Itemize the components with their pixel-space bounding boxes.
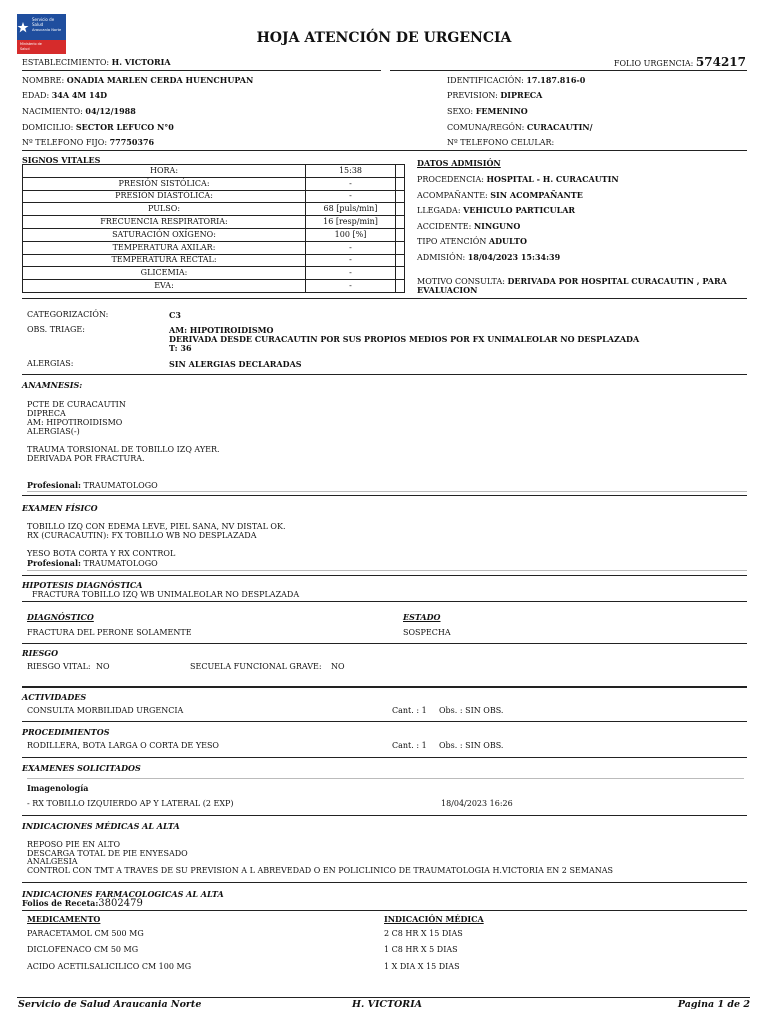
anamnesis-line-2: DIPRECA bbox=[27, 409, 66, 418]
actividades-heading: ACTIVIDADES bbox=[22, 692, 87, 702]
vitals-value: 100 [%] bbox=[306, 228, 396, 241]
indicaciones-line-3: ANALGESIA bbox=[27, 857, 78, 866]
vitals-row bbox=[23, 228, 405, 241]
indicacion-medica-heading: INDICACIÓN MÉDICA bbox=[384, 914, 484, 924]
vitals-row bbox=[23, 241, 405, 254]
vitals-extra bbox=[396, 165, 405, 178]
vitals-label: EVA: bbox=[23, 280, 306, 293]
ind-3: 1 X DIA X 15 DIAS bbox=[384, 962, 460, 971]
secuela-value: NO bbox=[331, 662, 345, 671]
categorizacion-label: CATEGORIZACIÓN: bbox=[27, 310, 109, 319]
anamnesis-heading: ANAMNESIS: bbox=[22, 380, 83, 390]
admision-fecha: ADMISIÓN: 18/04/2023 15:34:39 bbox=[417, 252, 561, 262]
riesgo-vital-value: NO bbox=[96, 662, 110, 671]
patient-domicilio: DOMICILIO: SECTOR LEFUCO N°0 bbox=[22, 122, 174, 132]
admision-procedencia: PROCEDENCIA: HOSPITAL - H. CURACAUTIN bbox=[417, 174, 619, 184]
vitals-label: TEMPERATURA RECTAL: bbox=[23, 254, 306, 267]
alergias-value: SIN ALERGIAS DECLARADAS bbox=[169, 359, 302, 369]
hipotesis-text: FRACTURA TOBILLO IZQ WB UNIMALEOLAR NO DESPLAZADA bbox=[32, 590, 300, 599]
vitals-label: HORA: bbox=[23, 165, 306, 178]
vitals-label: PRESIÓN DIASTÓLICA: bbox=[23, 190, 306, 203]
procedimientos-heading: PROCEDIMIENTOS bbox=[22, 727, 110, 737]
patient-edad: EDAD: 34A 4M 14D bbox=[22, 90, 108, 100]
vitals-extra bbox=[396, 280, 405, 293]
logo-bottom-1: Ministerio de bbox=[20, 42, 42, 46]
vitals-extra bbox=[396, 177, 405, 190]
patient-telefono-fijo: Nº TELEFONO FIJO: 77750376 bbox=[22, 137, 155, 147]
vitals-row bbox=[23, 216, 405, 229]
patient-telefono-celular: Nº TELEFONO CELULAR: bbox=[447, 138, 555, 147]
admision-tipo: TIPO ATENCIÓN ADULTO bbox=[417, 236, 527, 246]
vitals-value: 16 [resp/min] bbox=[306, 216, 396, 229]
med-1: PARACETAMOL CM 500 MG bbox=[27, 929, 144, 938]
riesgo-heading: RIESGO bbox=[22, 648, 59, 658]
vitals-extra bbox=[396, 267, 405, 280]
folio-urgencia: FOLIO URGENCIA: 574217 bbox=[613, 55, 746, 69]
vitals-extra bbox=[396, 254, 405, 267]
vitals-extra bbox=[396, 228, 405, 241]
logo-line-2: Salud bbox=[32, 22, 44, 27]
folios-receta: Folios de Receta:3802479 bbox=[22, 898, 143, 909]
vitals-row bbox=[23, 254, 405, 267]
obs-triage-2: DERIVADA DESDE CURACAUTIN POR SUS PROPIOS MEDIOS POR FX UNIMALEOLAR NO DESPLAZADA bbox=[169, 334, 640, 344]
procedimientos-cant: Cant. : 1 bbox=[392, 741, 427, 750]
obs-triage-label: OBS. TRIAGE: bbox=[27, 325, 85, 334]
estado-text: SOSPECHA bbox=[403, 628, 451, 637]
patient-nombre: NOMBRE: ONADIA MARLEN CERDA HUENCHUPAN bbox=[22, 75, 254, 85]
admision-motivo: MOTIVO CONSULTA: DERIVADA POR HOSPITAL CURACAUTIN , PARA bbox=[417, 276, 727, 286]
vitals-row bbox=[23, 177, 405, 190]
hipotesis-heading: HIPOTESIS DIAGNÓSTICA bbox=[22, 580, 143, 590]
anamnesis-line-1: PCTE DE CURACAUTIN bbox=[27, 400, 126, 409]
examen-line-1: TOBILLO IZQ CON EDEMA LEVE, PIEL SANA, NV DISTAL OK. bbox=[27, 522, 286, 531]
footer-center: H. VICTORIA bbox=[352, 999, 423, 1010]
obs-triage-1: AM: HIPOTIROIDISMO bbox=[169, 325, 274, 335]
diagnostico-text: FRACTURA DEL PERONE SOLAMENTE bbox=[27, 628, 192, 637]
vitals-extra bbox=[396, 241, 405, 254]
patient-sexo: SEXO: FEMENINO bbox=[447, 106, 528, 116]
indicaciones-line-4: CONTROL CON TMT A TRAVES DE SU PREVISION A L ABREVEDAD O EN POLICLINICO DE TRAUMATOLOGIA H.VICTORIA EN 2 SEMANAS bbox=[27, 866, 613, 875]
page-title: HOJA ATENCIÓN DE URGENCIA bbox=[256, 30, 512, 46]
signos-vitales-heading: SIGNOS VITALES bbox=[22, 155, 101, 165]
vitals-extra bbox=[396, 203, 405, 216]
vitals-table bbox=[22, 164, 405, 293]
admision-acompanante: ACOMPAÑANTE: SIN ACOMPAÑANTE bbox=[417, 190, 583, 200]
actividades-text: CONSULTA MORBILIDAD URGENCIA bbox=[27, 706, 184, 715]
vitals-value: - bbox=[306, 280, 396, 293]
examenes-heading: EXAMENES SOLICITADOS bbox=[22, 763, 141, 773]
examen-item: - RX TOBILLO IZQUIERDO AP Y LATERAL (2 EXP) bbox=[27, 799, 234, 808]
footer-page: Pagina 1 de 2 bbox=[677, 999, 750, 1010]
actividades-cant: Cant. : 1 bbox=[392, 706, 427, 715]
patient-comuna: COMUNA/REGÓN: CURACAUTIN/ bbox=[447, 122, 593, 132]
secuela-label: SECUELA FUNCIONAL GRAVE: bbox=[190, 662, 322, 671]
examen-fisico-heading: EXAMEN FÍSICO bbox=[22, 503, 98, 513]
datos-admision-heading: DATOS ADMISIÓN bbox=[417, 158, 501, 168]
patient-prevision: PREVISION: DIPRECA bbox=[447, 90, 543, 100]
procedimientos-text: RODILLERA, BOTA LARGA O CORTA DE YESO bbox=[27, 741, 219, 750]
anamnesis-line-3: AM: HIPOTIROIDISMO bbox=[27, 418, 123, 427]
examen-line-3: YESO BOTA CORTA Y RX CONTROL bbox=[27, 549, 176, 558]
medicamento-heading: MEDICAMENTO bbox=[27, 914, 101, 924]
diagnostico-heading: DIAGNÓSTICO bbox=[27, 612, 94, 622]
alergias-label: ALERGIAS: bbox=[27, 359, 74, 368]
admision-motivo-2: EVALUACION bbox=[417, 285, 478, 295]
vitals-row bbox=[23, 267, 405, 280]
vitals-value: - bbox=[306, 254, 396, 267]
obs-triage-3: T: 36 bbox=[169, 343, 192, 353]
vitals-row bbox=[23, 203, 405, 216]
vitals-row bbox=[23, 190, 405, 203]
vitals-label: TEMPERATURA AXILAR: bbox=[23, 241, 306, 254]
admision-llegada: LLEGADA: VEHICULO PARTICULAR bbox=[417, 205, 576, 215]
vitals-row bbox=[23, 165, 405, 178]
examen-profesional: Profesional: TRAUMATOLOGO bbox=[27, 558, 158, 568]
anamnesis-line-4: ALERGIAS(-) bbox=[27, 427, 80, 436]
patient-nacimiento: NACIMIENTO: 04/12/1988 bbox=[22, 106, 136, 116]
vitals-label: GLICEMIA: bbox=[23, 267, 306, 280]
indicaciones-heading: INDICACIONES MÉDICAS AL ALTA bbox=[22, 821, 180, 831]
ind-2: 1 C8 HR X 5 DIAS bbox=[384, 945, 458, 954]
anamnesis-line-5: TRAUMA TORSIONAL DE TOBILLO IZQ AYER. bbox=[27, 445, 220, 454]
riesgo-vital-label: RIESGO VITAL: bbox=[27, 662, 91, 671]
ind-1: 2 C8 HR X 15 DIAS bbox=[384, 929, 463, 938]
procedimientos-obs: Obs. : SIN OBS. bbox=[439, 741, 504, 750]
vitals-value: - bbox=[306, 190, 396, 203]
examen-line-2: RX (CURACAUTIN): FX TOBILLO WB NO DESPLAZADA bbox=[27, 531, 257, 540]
footer-left: Servicio de Salud Araucania Norte bbox=[18, 999, 202, 1010]
actividades-obs: Obs. : SIN OBS. bbox=[439, 706, 504, 715]
establecimiento: ESTABLECIMIENTO: H. VICTORIA bbox=[22, 57, 171, 67]
vitals-label: FRECUENCIA RESPIRATORIA: bbox=[23, 216, 306, 229]
imagenologia-heading: Imagenología bbox=[27, 783, 89, 793]
vitals-value: 68 [puls/min] bbox=[306, 203, 396, 216]
examen-fecha: 18/04/2023 16:26 bbox=[441, 799, 513, 808]
vitals-value: - bbox=[306, 267, 396, 280]
med-3: ACIDO ACETILSALICILICO CM 100 MG bbox=[27, 962, 192, 971]
indicaciones-line-1: REPOSO PIE EN ALTO bbox=[27, 840, 121, 849]
admision-accidente: ACCIDENTE: NINGUNO bbox=[417, 221, 521, 231]
patient-identificacion: IDENTIFICACIÓN: 17.187.816-0 bbox=[447, 75, 586, 85]
vitals-value: - bbox=[306, 177, 396, 190]
logo-bottom-2: Salud bbox=[20, 47, 30, 51]
vitals-label: SATURACIÓN OXÍGENO: bbox=[23, 228, 306, 241]
logo-line-1: Servicio de bbox=[32, 17, 55, 22]
logo-line-3: Araucanía Norte bbox=[32, 28, 62, 32]
estado-heading: ESTADO bbox=[403, 612, 441, 622]
categorizacion-value: C3 bbox=[169, 310, 181, 320]
vitals-row bbox=[23, 280, 405, 293]
vitals-value: 15:38 bbox=[306, 165, 396, 178]
vitals-label: PULSO: bbox=[23, 203, 306, 216]
vitals-value: - bbox=[306, 241, 396, 254]
anamnesis-profesional: Profesional: TRAUMATOLOGO bbox=[27, 480, 158, 490]
vitals-label: PRESIÓN SISTÓLICA: bbox=[23, 177, 306, 190]
med-2: DICLOFENACO CM 50 MG bbox=[27, 945, 139, 954]
farmacologicas-heading: INDICACIONES FARMACOLOGICAS AL ALTA bbox=[22, 889, 224, 899]
indicaciones-line-2: DESCARGA TOTAL DE PIE ENYESADO bbox=[27, 849, 188, 858]
vitals-extra bbox=[396, 190, 405, 203]
vitals-extra bbox=[396, 216, 405, 229]
anamnesis-line-6: DERIVADA POR FRACTURA. bbox=[27, 454, 145, 463]
